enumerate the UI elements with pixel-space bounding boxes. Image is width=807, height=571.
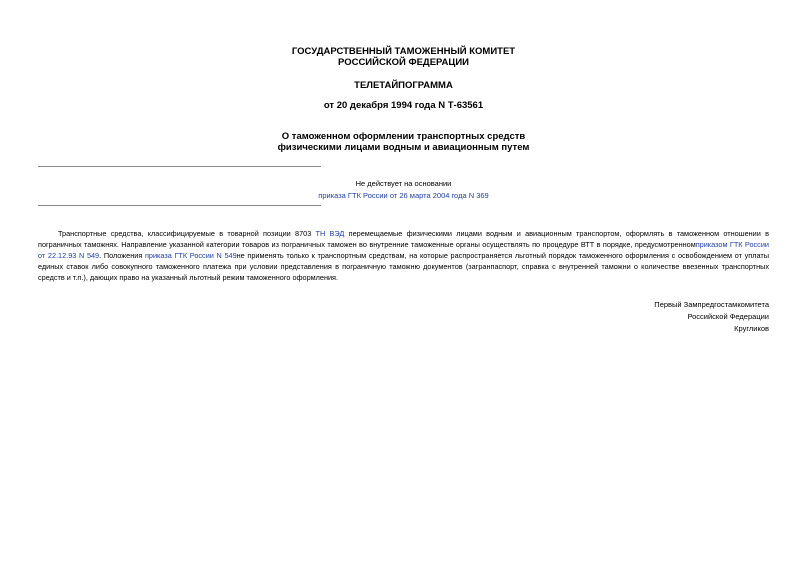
bottom-divider bbox=[38, 205, 321, 206]
issuer-block bbox=[0, 46, 807, 68]
document-date bbox=[0, 100, 807, 111]
top-divider bbox=[38, 166, 321, 167]
body-text-part-3: . Положения bbox=[99, 251, 145, 260]
signature-block bbox=[654, 299, 769, 335]
signer-organization: Российской Федерации bbox=[687, 312, 769, 321]
issuer-line-2: РОССИЙСКОЙ ФЕДЕРАЦИИ bbox=[337, 57, 469, 68]
document-type bbox=[0, 80, 807, 91]
document-title-line-1: О таможенном оформлении транспортных средств bbox=[281, 131, 526, 142]
body-text-part-1: Транспортные средства, классифицируемые в товарной позиции 8703 bbox=[58, 229, 316, 238]
order-549-link[interactable]: приказом ГТК России от 22.12.93 N 549 bbox=[38, 240, 769, 260]
order-549-short-link[interactable]: приказа ГТК России N 549 bbox=[144, 251, 237, 260]
issuer-line-1: ГОСУДАРСТВЕННЫЙ ТАМОЖЕННЫЙ КОМИТЕТ bbox=[291, 46, 516, 57]
signer-position: Первый Зампредгостамкомитета bbox=[654, 300, 769, 309]
document-title bbox=[0, 131, 807, 153]
status-notice-text: Не действует на основании bbox=[355, 179, 452, 188]
document-title-line-2: физическими лицами водным и авиационным путем bbox=[277, 142, 530, 153]
status-notice-link[interactable]: приказа ГТК России от 26 марта 2004 года N 369 bbox=[318, 191, 489, 200]
signer-name: Кругликов bbox=[734, 324, 769, 333]
document-date-label: от 20 декабря 1994 года N Т-63561 bbox=[323, 100, 484, 111]
body-paragraph bbox=[38, 228, 769, 283]
body-text-part-2: перемещаемые физическими лицами водным и авиационным транспортом, оформлять в таможенном отношении в пограничных таможнях. Направление указанной категории товаров из пограничных таможен во внутренние таможенные органы осуществлять по процедуре ВТТ в порядке, предусмотренном bbox=[38, 229, 769, 249]
body-text-part-4: не применять только к транспортным средствам, на которые распространяется льготный порядок таможенного оформления с освобождением от уплаты единых ставок либо совокупного таможенного платежа при условии представления в пограничную таможню документов (загранпаспорт, справка с внутренней таможни о количестве ввезенных транспортных средств и т.п.), дающих право на указанный льготный режим таможенного оформления. bbox=[38, 251, 769, 282]
tn-ved-link[interactable]: ТН ВЭД bbox=[315, 229, 345, 238]
document-type-label: ТЕЛЕТАЙПОГРАММА bbox=[354, 80, 453, 91]
status-notice bbox=[0, 178, 807, 202]
